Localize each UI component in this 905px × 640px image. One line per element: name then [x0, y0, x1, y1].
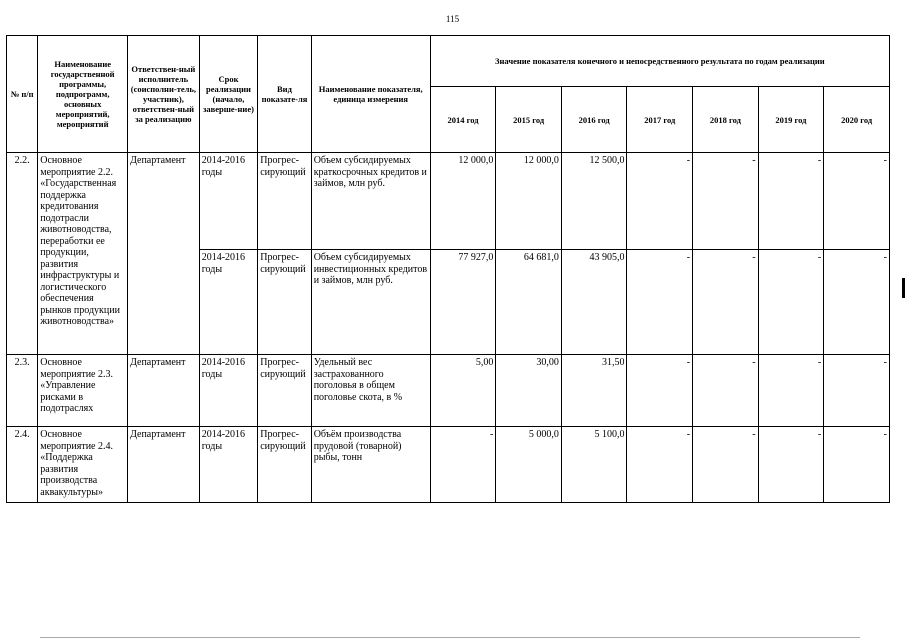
value-cell: 64 681,0: [496, 250, 562, 355]
page-bottom-rule: [40, 637, 860, 638]
header-year: 2015 год: [496, 87, 562, 153]
header-year: 2020 год: [824, 87, 890, 153]
value-cell: 5 000,0: [496, 427, 562, 503]
header-year: 2018 год: [693, 87, 759, 153]
row-kind: Прогрес-сирующий: [258, 250, 311, 355]
row-indicator: Объем субсидируемых инвестиционных кредитов и займов, млн руб.: [311, 250, 430, 355]
row-num: 2.4.: [7, 427, 38, 503]
value-cell: 31,50: [561, 355, 627, 427]
value-cell: -: [627, 427, 693, 503]
indicators-table: [6, 35, 890, 503]
row-indicator: Объем субсидируемых краткосрочных кредитов и займов, млн руб.: [311, 153, 430, 250]
header-term: Срок реализации (начало, заверше-ние): [199, 36, 258, 153]
row-term: 2014-2016 годы: [199, 355, 258, 427]
row-kind: Прогрес-сирующий: [258, 355, 311, 427]
row-name: Основное мероприятие 2.4. «Поддержка развития производства аквакультуры»: [38, 427, 128, 503]
value-cell: -: [627, 355, 693, 427]
row-indicator: Объём производства прудовой (товарной) рыбы, тонн: [311, 427, 430, 503]
page-number: 115: [445, 14, 460, 24]
value-cell: -: [824, 250, 890, 355]
value-cell: -: [693, 427, 759, 503]
value-cell: -: [627, 250, 693, 355]
value-cell: -: [693, 153, 759, 250]
header-year: 2016 год: [561, 87, 627, 153]
header-year: 2017 год: [627, 87, 693, 153]
value-cell: -: [693, 355, 759, 427]
row-term: 2014-2016 годы: [199, 250, 258, 355]
row-executor: Департамент: [128, 153, 200, 355]
value-cell: 77 927,0: [430, 250, 496, 355]
row-indicator: Удельный вес застрахованного поголовья в общем поголовье скота, в %: [311, 355, 430, 427]
value-cell: -: [824, 355, 890, 427]
value-cell: 12 000,0: [496, 153, 562, 250]
table-row: [7, 427, 890, 503]
row-num: 2.3.: [7, 355, 38, 427]
value-cell: 43 905,0: [561, 250, 627, 355]
value-cell: 12 000,0: [430, 153, 496, 250]
header-executor: Ответствен-ный исполнитель (соисполни-тель, участник), ответствен-ный за реализацию: [128, 36, 200, 153]
row-term: 2014-2016 годы: [199, 427, 258, 503]
header-name: Наименование государственной программы, подпрограмм, основных мероприятий, мероприятий: [38, 36, 128, 153]
row-num: 2.2.: [7, 153, 38, 355]
row-name: Основное мероприятие 2.3. «Управление рисками в подотраслях: [38, 355, 128, 427]
value-cell: -: [758, 250, 824, 355]
header-year: 2019 год: [758, 87, 824, 153]
header-indicator: Наименование показателя, единица измерения: [311, 36, 430, 153]
value-cell: -: [758, 355, 824, 427]
row-executor: Департамент: [128, 355, 200, 427]
value-cell: -: [430, 427, 496, 503]
value-cell: -: [758, 427, 824, 503]
value-cell: 5 100,0: [561, 427, 627, 503]
header-row-1: [7, 36, 890, 87]
header-values-group: Значение показателя конечного и непосредственного результата по годам реализации: [430, 36, 889, 87]
table-row: [7, 153, 890, 250]
header-num: № п/п: [7, 36, 38, 153]
row-kind: Прогрес-сирующий: [258, 427, 311, 503]
value-cell: -: [693, 250, 759, 355]
row-term: 2014-2016 годы: [199, 153, 258, 250]
value-cell: -: [627, 153, 693, 250]
value-cell: 30,00: [496, 355, 562, 427]
value-cell: -: [824, 427, 890, 503]
value-cell: -: [824, 153, 890, 250]
table-row: [7, 355, 890, 427]
value-cell: 12 500,0: [561, 153, 627, 250]
value-cell: 5,00: [430, 355, 496, 427]
value-cell: -: [758, 153, 824, 250]
row-name: Основное мероприятие 2.2. «Государственная поддержка кредитования подотрасли животноводства, переработки ее продукции, развития инфраструктуры и логистического обеспечения рынков продукции животноводства»: [38, 153, 128, 355]
header-kind: Вид показате-ля: [258, 36, 311, 153]
row-executor: Департамент: [128, 427, 200, 503]
row-kind: Прогрес-сирующий: [258, 153, 311, 250]
header-year: 2014 год: [430, 87, 496, 153]
